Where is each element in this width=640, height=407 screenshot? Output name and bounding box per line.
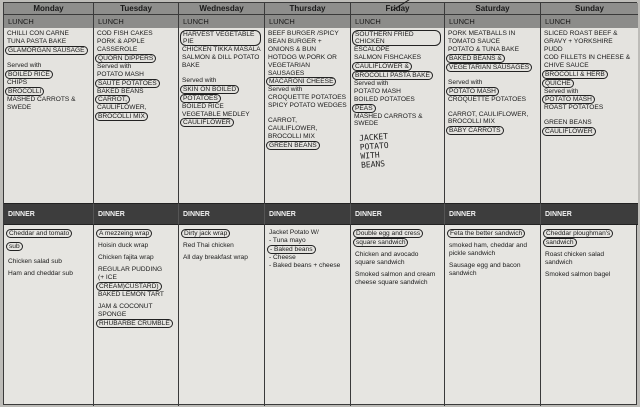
menu-item: ONIONS & BUN: [268, 45, 316, 53]
menu-item: Smoked salmon and cream: [355, 271, 436, 278]
menu-item: [544, 79, 635, 88]
menu-item: CHILLI CON CARNE: [7, 30, 69, 37]
circled-selection: QUICHE: [542, 79, 574, 88]
spacer: [268, 110, 347, 117]
dinner-cell-saturday: [445, 225, 541, 406]
circled-selection: CARROT,: [95, 95, 130, 104]
menu-item: [545, 229, 635, 238]
menu-item: pickle sandwich: [449, 250, 496, 257]
menu-item: [268, 77, 347, 86]
day-header-wednesday: Wednesday: [179, 3, 265, 15]
circled-selection: BAKED BEANS &: [446, 54, 505, 63]
dinner-label-friday: DINNER: [351, 203, 445, 225]
spacer: [8, 251, 90, 258]
menu-item: CARROT,: [268, 117, 297, 125]
lunch-cell-tuesday: [94, 15, 179, 203]
circled-selection: POTATOES: [180, 94, 221, 103]
menu-item: [182, 118, 261, 127]
menu-item: Sausage egg and bacon: [449, 262, 521, 269]
menu-item: COD FISH CAKES: [97, 30, 153, 37]
menu-item: POTATO MASH: [354, 87, 401, 95]
menu-item: [545, 238, 635, 247]
menu-item: CHIPS: [7, 78, 28, 86]
menu-item: sandwich: [449, 270, 477, 277]
menu-item: [182, 30, 261, 46]
circled-selection: CAULIFLOWER: [542, 127, 596, 136]
circled-selection: - Baked beans: [267, 245, 316, 254]
circled-selection: CREAM)CUSTARD): [96, 282, 162, 291]
menu-item: Served with: [268, 86, 303, 94]
menu-item: CROQUETTE POTATOES: [268, 94, 347, 102]
handwritten-line: WITH: [360, 150, 380, 162]
circled-selection: QUORN DIPPERS: [95, 54, 156, 63]
circled-selection: PEAS: [352, 104, 376, 113]
dinner-cell-monday: [4, 225, 94, 406]
circled-selection: CAULIFLOWER &: [352, 62, 412, 71]
circled-selection: CAULIFLOWER: [180, 118, 234, 127]
dinner-cell-tuesday: [94, 225, 179, 406]
menu-item: Jacket Potato W/: [269, 229, 319, 236]
dinner-label-tuesday: DINNER: [94, 203, 179, 225]
menu-item: SWEDE: [7, 103, 32, 111]
day-header-monday: Monday: [4, 3, 94, 15]
menu-item: Red Thai chicken: [183, 242, 234, 249]
menu-item: POTATO & TUNA BAKE: [448, 45, 519, 53]
menu-item: Served with: [182, 76, 217, 84]
lunch-cell-saturday: [445, 15, 541, 203]
lunch-label: LUNCH: [265, 15, 350, 28]
circled-selection: GLAMORGAN SAUSAGE: [5, 46, 88, 55]
menu-item: BROCOLLI MIX: [268, 132, 315, 140]
lunch-cell-sunday: [541, 15, 638, 203]
menu-item: [544, 70, 635, 79]
menu-item: smoked ham, cheddar and: [449, 242, 528, 249]
lunch-items: [4, 30, 93, 111]
circled-selection: SKIN ON BOILED: [180, 85, 239, 94]
lunch-items: [179, 30, 264, 127]
menu-item: BEEF BURGER /SPICY: [268, 30, 339, 37]
dinner-label-saturday: DINNER: [445, 203, 541, 225]
menu-item: ESCALOPE: [354, 46, 390, 53]
circled-selection: HARVEST VEGETABLE PIE: [180, 30, 261, 46]
menu-item: cheese square sandwich: [355, 279, 428, 286]
menu-item: VEGETARIAN SAUSAGES: [268, 61, 311, 77]
menu-item: ROAST POTATOES: [544, 104, 604, 112]
circled-selection: VEGETARIAN SAUSAGES: [446, 63, 532, 72]
lunch-label: LUNCH: [445, 15, 540, 28]
menu-item: [448, 63, 537, 72]
menu-item: [97, 54, 175, 63]
lunch-cell-monday: [4, 15, 94, 203]
menu-item: TUNA PASTA BAKE: [7, 37, 67, 45]
menu-item: TOMATO SAUCE: [448, 37, 501, 45]
circled-selection: BABY CARROTS: [446, 126, 504, 135]
menu-item: Served with: [448, 78, 483, 86]
menu-item: (+ ICE: [98, 274, 117, 281]
menu-item: [7, 87, 90, 96]
menu-item: Roast chicken salad: [545, 251, 605, 258]
spacer: [544, 112, 635, 119]
menu-item: [448, 54, 537, 63]
menu-item: PUDD: [544, 45, 563, 53]
menu-item: [355, 229, 441, 238]
menu-item: [448, 126, 537, 135]
circled-selection: POTATO MASH: [542, 95, 595, 104]
menu-item: [355, 238, 441, 247]
dinner-label-sunday: DINNER: [541, 203, 638, 225]
day-header-friday: Friday: [351, 3, 445, 15]
menu-item: [269, 245, 347, 254]
menu-item: PORK & APPLE: [97, 37, 145, 45]
menu-item: [8, 229, 90, 238]
menu-item: [183, 229, 261, 238]
menu-item: [7, 46, 90, 55]
menu-item: Served with: [354, 79, 389, 87]
circled-selection: BROCOLLI PASTA BAKE: [352, 71, 433, 80]
dinner-cell-thursday: [265, 225, 351, 406]
lunch-label: LUNCH: [541, 15, 638, 28]
lunch-label: LUNCH: [4, 15, 93, 28]
menu-item: [449, 229, 537, 238]
menu-item: [97, 95, 175, 104]
menu-item: BOILED POTATOES: [354, 95, 415, 103]
menu-item: Hoisin duck wrap: [98, 242, 149, 249]
menu-item: CHIVE SAUCE: [544, 61, 589, 69]
circled-selection: sub: [6, 242, 23, 251]
day-header-tuesday: Tuesday: [94, 3, 179, 15]
menu-item: Served with: [97, 62, 132, 70]
dinner-cell-wednesday: [179, 225, 265, 406]
circled-selection: square sandwich: [353, 238, 408, 247]
circled-selection: BOILED RICE: [5, 70, 53, 79]
menu-item: POTATO MASH: [97, 70, 144, 78]
lunch-items: [94, 30, 178, 121]
circled-selection: BROCOLLI MIX: [95, 112, 148, 121]
menu-item: BOILED RICE: [182, 102, 224, 110]
menu-item: Smoked salmon bagel: [545, 271, 611, 278]
menu-item: [182, 94, 261, 103]
menu-item: sandwich: [545, 259, 573, 266]
menu-item: [182, 85, 261, 94]
menu-item: [544, 127, 635, 136]
menu-item: [448, 87, 537, 96]
menu-item: SPICY POTATO WEDGES: [268, 102, 347, 110]
menu-item: SWEDE: [354, 120, 379, 128]
menu-item: SLICED ROAST BEEF &: [544, 30, 618, 37]
lunch-items: [445, 30, 540, 135]
circled-selection: sandwich: [543, 238, 577, 247]
day-header-thursday: Thursday: [265, 3, 351, 15]
handwritten-note: [359, 129, 442, 171]
lunch-cell-wednesday: [179, 15, 265, 203]
circled-selection: BROCOLLI: [5, 87, 44, 96]
menu-item: [354, 62, 441, 71]
menu-item: BAKE: [182, 61, 200, 69]
weekly-menu-grid: [3, 2, 637, 405]
menu-item: BEAN BURGER +: [268, 37, 322, 45]
menu-item: [98, 282, 175, 291]
handwritten-line: JACKET: [358, 132, 389, 144]
circled-selection: GREEN BEANS: [266, 141, 320, 150]
menu-item: BAKED LEMON TART: [98, 291, 164, 298]
lunch-cell-thursday: [265, 15, 351, 203]
circled-selection: MACARONI CHEESE: [266, 77, 336, 86]
spacer: [182, 70, 261, 77]
menu-item: BROCOLLI MIX: [448, 118, 495, 126]
menu-item: SALMON & DILL POTATO: [182, 53, 260, 61]
menu-item: [8, 242, 90, 251]
menu-item: Served with: [544, 87, 579, 95]
lunch-label: LUNCH: [179, 15, 264, 28]
circled-selection: Feta the better sandwich: [447, 229, 525, 238]
lunch-items: [351, 30, 444, 171]
menu-item: [98, 229, 175, 238]
lunch-label: LUNCH: [94, 15, 178, 28]
dinner-label-wednesday: DINNER: [179, 203, 265, 225]
menu-item: [268, 141, 347, 150]
menu-item: GREEN BEANS: [544, 119, 592, 127]
dinner-cell-sunday: [541, 225, 638, 406]
menu-item: CROQUETTE POTATOES: [448, 95, 527, 103]
circled-selection: POTATO MASH: [446, 87, 499, 96]
menu-item: COD FILLETS IN CHEESE &: [544, 53, 631, 61]
lunch-items: [265, 30, 350, 150]
circled-selection: RHUBARBE CRUMBLE: [96, 319, 173, 328]
menu-item: MASHED CARROTS &: [354, 112, 423, 120]
menu-item: [544, 95, 635, 104]
dinner-label-thursday: DINNER: [265, 203, 351, 225]
menu-item: REGULAR PUDDING: [98, 266, 163, 273]
menu-item: SPONGE: [98, 311, 127, 318]
menu-item: GRAVY + YORKSHIRE: [544, 37, 613, 45]
menu-item: [354, 30, 441, 46]
lunch-items: [541, 30, 638, 136]
dinner-cell-friday: [351, 225, 445, 406]
spacer: [7, 55, 90, 62]
menu-item: PORK MEATBALLS IN: [448, 30, 516, 37]
menu-item: [98, 319, 175, 328]
handwritten-line: POTATO: [359, 141, 389, 153]
circled-selection: Cheddar and tomato: [6, 229, 72, 238]
menu-item: [97, 112, 175, 121]
menu-item: - Cheese: [269, 254, 296, 261]
dinner-label-monday: DINNER: [4, 203, 94, 225]
day-header-saturday: Saturday: [445, 3, 541, 15]
menu-item: Chicken fajita wrap: [98, 254, 154, 261]
menu-item: Served with: [7, 61, 42, 69]
menu-item: Ham and cheddar sub: [8, 270, 73, 277]
menu-item: VEGETABLE MEDLEY: [182, 110, 250, 118]
spacer: [448, 104, 537, 111]
menu-item: [97, 79, 175, 88]
lunch-cell-friday: [351, 15, 445, 203]
menu-item: CAULIFLOWER,: [268, 125, 318, 133]
menu-item: CARROT, CAULIFLOWER,: [448, 110, 529, 118]
circled-selection: Dirty jack wrap: [181, 229, 230, 238]
menu-item: JAM & COCONUT: [98, 303, 153, 310]
circled-selection: Double egg and cress: [353, 229, 423, 238]
circled-selection: Cheddar ploughman's: [543, 229, 613, 238]
menu-item: CHICKEN TIKKA MASALA: [182, 46, 261, 53]
menu-item: SALMON FISHCAKES: [354, 53, 422, 61]
menu-item: All day breakfast wrap: [183, 254, 248, 261]
menu-item: Chicken salad sub: [8, 258, 62, 265]
circled-selection: BROCOLLI & HERB: [542, 70, 608, 79]
menu-item: CASSEROLE: [97, 45, 138, 53]
menu-item: BAKED BEANS: [97, 87, 144, 95]
circled-selection: SOUTHERN FRIED CHICKEN: [352, 30, 441, 46]
circled-selection: A mezzeing wrap: [96, 229, 152, 238]
menu-item: [7, 70, 90, 79]
day-header-sunday: Sunday: [541, 3, 638, 15]
menu-item: [354, 71, 441, 80]
circled-selection: SAUTE POTATOES: [95, 79, 160, 88]
menu-item: HOTDOG W.PORK OR: [268, 53, 337, 61]
menu-item: square sandwich: [355, 259, 405, 266]
spacer: [448, 72, 537, 79]
menu-item: - Baked beans + cheese: [269, 262, 341, 269]
menu-item: Chicken and avocado: [355, 251, 419, 258]
menu-item: [354, 104, 441, 113]
menu-item: - Tuna mayo: [269, 237, 306, 244]
lunch-label: LUNCH: [351, 15, 444, 28]
handwritten-line: BEANS: [360, 159, 386, 171]
menu-item: MASHED CARROTS &: [7, 95, 76, 103]
menu-item: CAULIFLOWER,: [97, 104, 147, 112]
